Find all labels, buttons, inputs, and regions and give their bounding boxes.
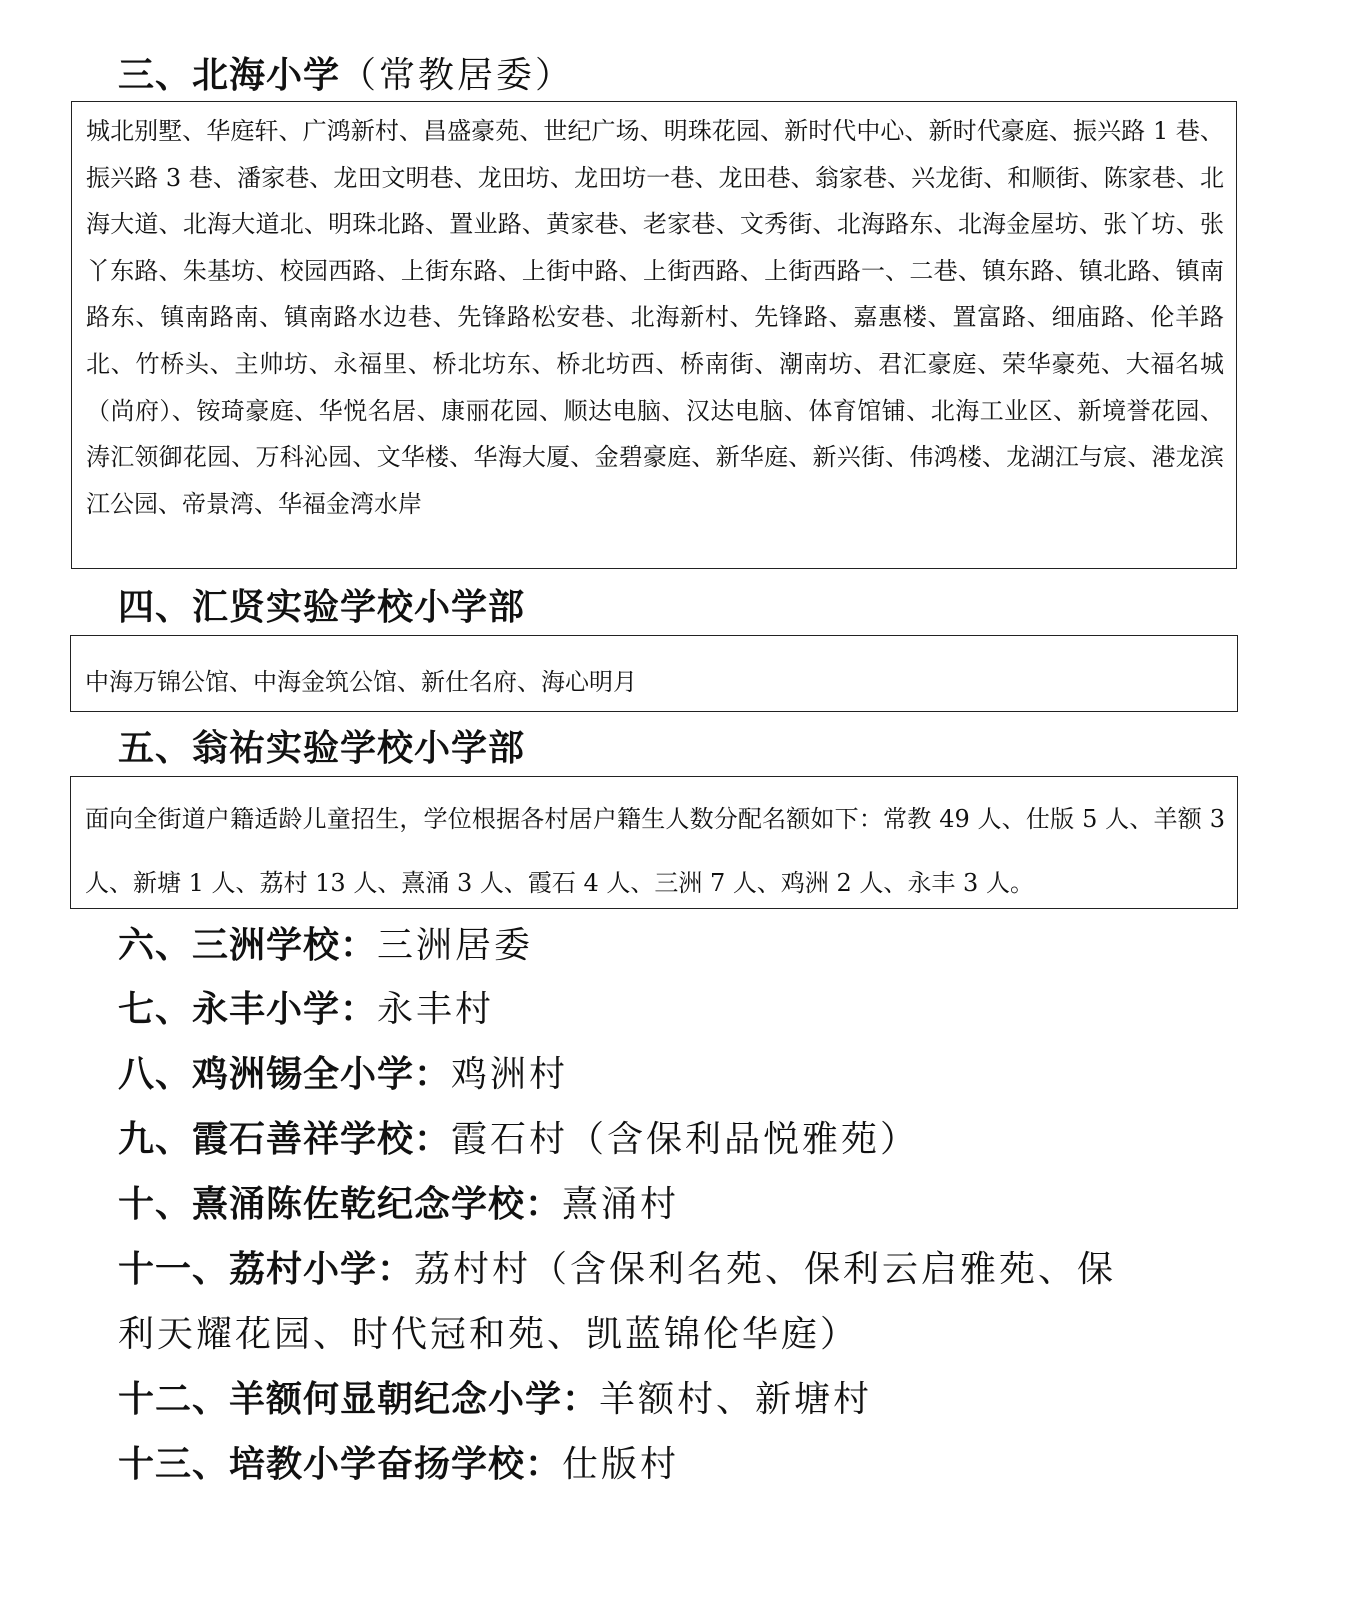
section-9-value: 霞石村（含保利品悦雅苑） — [451, 1119, 920, 1160]
section-3-box — [71, 101, 1237, 569]
section-5-content: 面向全街道户籍适龄儿童招生，学位根据各村居户籍生人数分配名额如下：常教 49 人、仕版 5 人、羊额 3 人、新塘 1 人、荔村 13 人、熹涌 3 人、霞石 4 人、三洲 7 人、鸡洲 2 人、永丰 3 人。 — [85, 805, 1225, 897]
section-13-value: 仕版村 — [562, 1444, 680, 1485]
section-11-value-continued: 利天耀花园、时代冠和苑、凯蓝锦伦华庭） — [118, 1314, 860, 1355]
section-10-value: 熹涌村 — [562, 1184, 680, 1225]
section-9-title: 九、霞石善祥学校： — [118, 1119, 452, 1160]
section-4-box — [70, 635, 1238, 712]
section-12-value: 羊额村、新塘村 — [599, 1379, 873, 1420]
section-8-line — [118, 1053, 568, 1097]
section-8-title: 八、鸡洲锡全小学： — [118, 1054, 452, 1095]
section-11-title: 十一、荔村小学： — [118, 1249, 415, 1290]
section-5-title: 五、翁祐实验学校小学部 — [118, 728, 526, 769]
section-12-title: 十二、羊额何显朝纪念小学： — [118, 1379, 600, 1420]
section-10-title: 十、熹涌陈佐乾纪念学校： — [118, 1184, 563, 1225]
section-4-content: 中海万锦公馆、中海金筑公馆、新仕名府、海心明月 — [85, 668, 637, 696]
section-6-title: 六、三洲学校： — [118, 925, 378, 966]
section-11-value: 荔村村（含保利名苑、保利云启雅苑、保 — [414, 1249, 1117, 1290]
section-13-line — [118, 1443, 679, 1487]
section-6-line — [118, 924, 533, 968]
section-13-title: 十三、培教小学奋扬学校： — [118, 1444, 563, 1485]
section-11-line-continued — [118, 1313, 859, 1357]
section-10-line — [118, 1183, 679, 1227]
section-4-title: 四、汇贤实验学校小学部 — [118, 587, 526, 628]
section-7-value: 永丰村 — [377, 989, 495, 1030]
section-3-title: 三、北海小学 — [118, 55, 341, 96]
section-7-line — [118, 988, 494, 1032]
section-8-value: 鸡洲村 — [451, 1054, 569, 1095]
section-3-suffix: （常教居委） — [340, 55, 575, 96]
section-9-line — [118, 1118, 919, 1162]
section-5-box — [70, 776, 1238, 909]
section-12-line — [118, 1378, 872, 1422]
section-3-heading — [118, 54, 574, 98]
section-3-content: 城北别墅、华庭轩、广鸿新村、昌盛豪苑、世纪广场、明珠花园、新时代中心、新时代豪庭、振兴路 1 巷、振兴路 3 巷、潘家巷、龙田文明巷、龙田坊、龙田坊一巷、龙田巷、翁家巷、兴龙街、和顺街、陈家巷、北海大道、北海大道北、明珠北路、置业路、黄家巷、老家巷、文秀街、北海路东、北海金屋坊、张丫坊、张丫东路、朱基坊、校园西路、上街东路、上街中路、上街西路、上街西路一、二巷、镇东路、镇北路、镇南路东、镇南路南、镇南路水边巷、先锋路松安巷、北海新村、先锋路、嘉惠楼、置富路、细庙路、伦羊路北、竹桥头、主帅坊、永福里、桥北坊东、桥北坊西、桥南街、潮南坊、君汇豪庭、荣华豪苑、大福名城（尚府）、铵琦豪庭、华悦名居、康丽花园、顺达电脑、汉达电脑、体育馆铺、北海工业区、新境誉花园、涛汇领御花园、万科沁园、文华楼、华海大厦、金碧豪庭、新华庭、新兴街、伟鸿楼、龙湖江与宸、港龙滨江公园、帝景湾、华福金湾水岸 — [86, 117, 1224, 518]
section-11-line — [118, 1248, 1116, 1292]
section-7-title: 七、永丰小学： — [118, 989, 378, 1030]
section-6-value: 三洲居委 — [377, 925, 534, 966]
